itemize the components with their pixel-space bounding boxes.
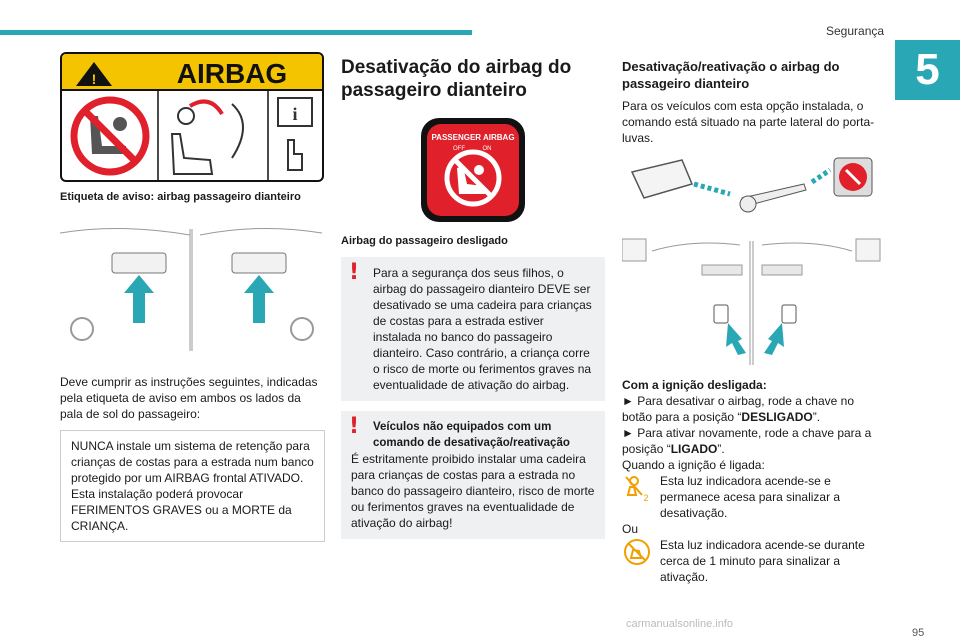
ignition-on-text: Quando a ignição é ligada: xyxy=(622,458,765,472)
chapter-tab: 5 xyxy=(895,40,960,100)
glovebox-illustration xyxy=(622,235,887,367)
sun-visor-illustration xyxy=(60,223,325,353)
airbag-label-title: AIRBAG xyxy=(176,58,288,89)
warning-text: Para a segurança dos seus filhos, o airbag do passageiro dianteiro DEVE ser desativado se uma cadeira para crianças de costas para a estrada estiver instalada no banco do passageiro dianteiro. Caso contrário, a criança corre o risco de morte ou ferimentos graves na eventualidade de ativação do airbag. xyxy=(373,266,592,392)
passenger-airbag-off-icon xyxy=(419,116,527,224)
warning-box xyxy=(341,257,605,401)
warning-text: É estritamente proibido instalar uma cadeira para crianças de costas para a estrada no banco do passageiro dianteiro, risco de morte ou ferimentos graves na eventualidade de ativação do airbag! xyxy=(351,452,595,530)
indicator-on-item: Esta luz indicadora acende-se durante cerca de 1 minuto para sinalizar a ativação. xyxy=(622,537,887,585)
column-middle xyxy=(341,52,605,539)
section-heading: Desativação/reativação o airbag do passageiro dianteiro xyxy=(622,59,840,91)
key-switch-illustration xyxy=(622,154,887,226)
warning-exclamation-icon: ! xyxy=(349,260,360,285)
column-left xyxy=(60,52,325,542)
ignition-off-heading: Com a ignição desligada: xyxy=(622,378,767,392)
svg-text:ON: ON xyxy=(482,146,492,152)
control-location-text: Para os veículos com esta opção instalada, o comando está situado na parte lateral do porta-luvas. xyxy=(622,99,875,145)
or-text: Ou xyxy=(622,522,639,536)
airbag-off-caption: Airbag do passageiro desligado xyxy=(341,235,508,247)
page-number: 95 xyxy=(912,627,925,639)
arrow-up-icon xyxy=(124,275,154,323)
section-heading: Desativação do airbag do passageiro dianteiro xyxy=(341,57,572,101)
step-deactivate: ► Para desativar o airbag, rode a chave no botão para a posição “DESLIGADO”. xyxy=(622,394,855,424)
airbag-warning-label xyxy=(60,52,324,182)
airbag-off-indicator-icon xyxy=(622,473,652,503)
arrow-icon xyxy=(726,323,746,355)
section-title: Segurança xyxy=(826,24,885,38)
warning-box xyxy=(341,411,605,539)
top-accent-bar xyxy=(0,30,472,35)
step-activate: ► Para ativar novamente, rode a chave para a posição “LIGADO”. xyxy=(622,426,872,456)
airbag-on-indicator-icon xyxy=(622,537,652,567)
warning-exclamation-icon: ! xyxy=(349,414,360,439)
svg-text:2: 2 xyxy=(643,493,649,503)
arrow-icon xyxy=(764,323,784,355)
instructions-intro: Deve cumprir as instruções seguintes, indicadas pela etiqueta de aviso em ambos os lados da pala de sol do passageiro: xyxy=(60,375,318,421)
indicator-off-item: 2 Esta luz indicadora acende-se e permanece acesa para sinalizar a desativação. xyxy=(622,473,887,521)
column-right xyxy=(622,52,887,585)
label-caption: Etiqueta de aviso: airbag passageiro dianteiro xyxy=(60,191,301,203)
warning-title: Veículos não equipados com um comando de desativação/reativação xyxy=(373,421,570,449)
svg-text:i: i xyxy=(292,104,298,124)
svg-text:OFF: OFF xyxy=(453,146,465,152)
seat-icon xyxy=(172,134,212,174)
hand-icon xyxy=(288,140,302,170)
svg-text:PASSENGER AIRBAG: PASSENGER AIRBAG xyxy=(431,133,515,142)
key-fob-icon xyxy=(632,160,692,198)
child-seat-note: NUNCA instale um sistema de retenção para crianças de costas para a estrada num banco protegido por um AIRBAG frontal ATIVADO. Esta instalação poderá provocar FERIMENTOS GRAVES ou a MORTE da CRIANÇA. xyxy=(60,430,325,542)
arrow-up-icon xyxy=(244,275,274,323)
svg-text:!: ! xyxy=(91,71,97,87)
watermark: carmanualsonline.info xyxy=(626,618,734,630)
